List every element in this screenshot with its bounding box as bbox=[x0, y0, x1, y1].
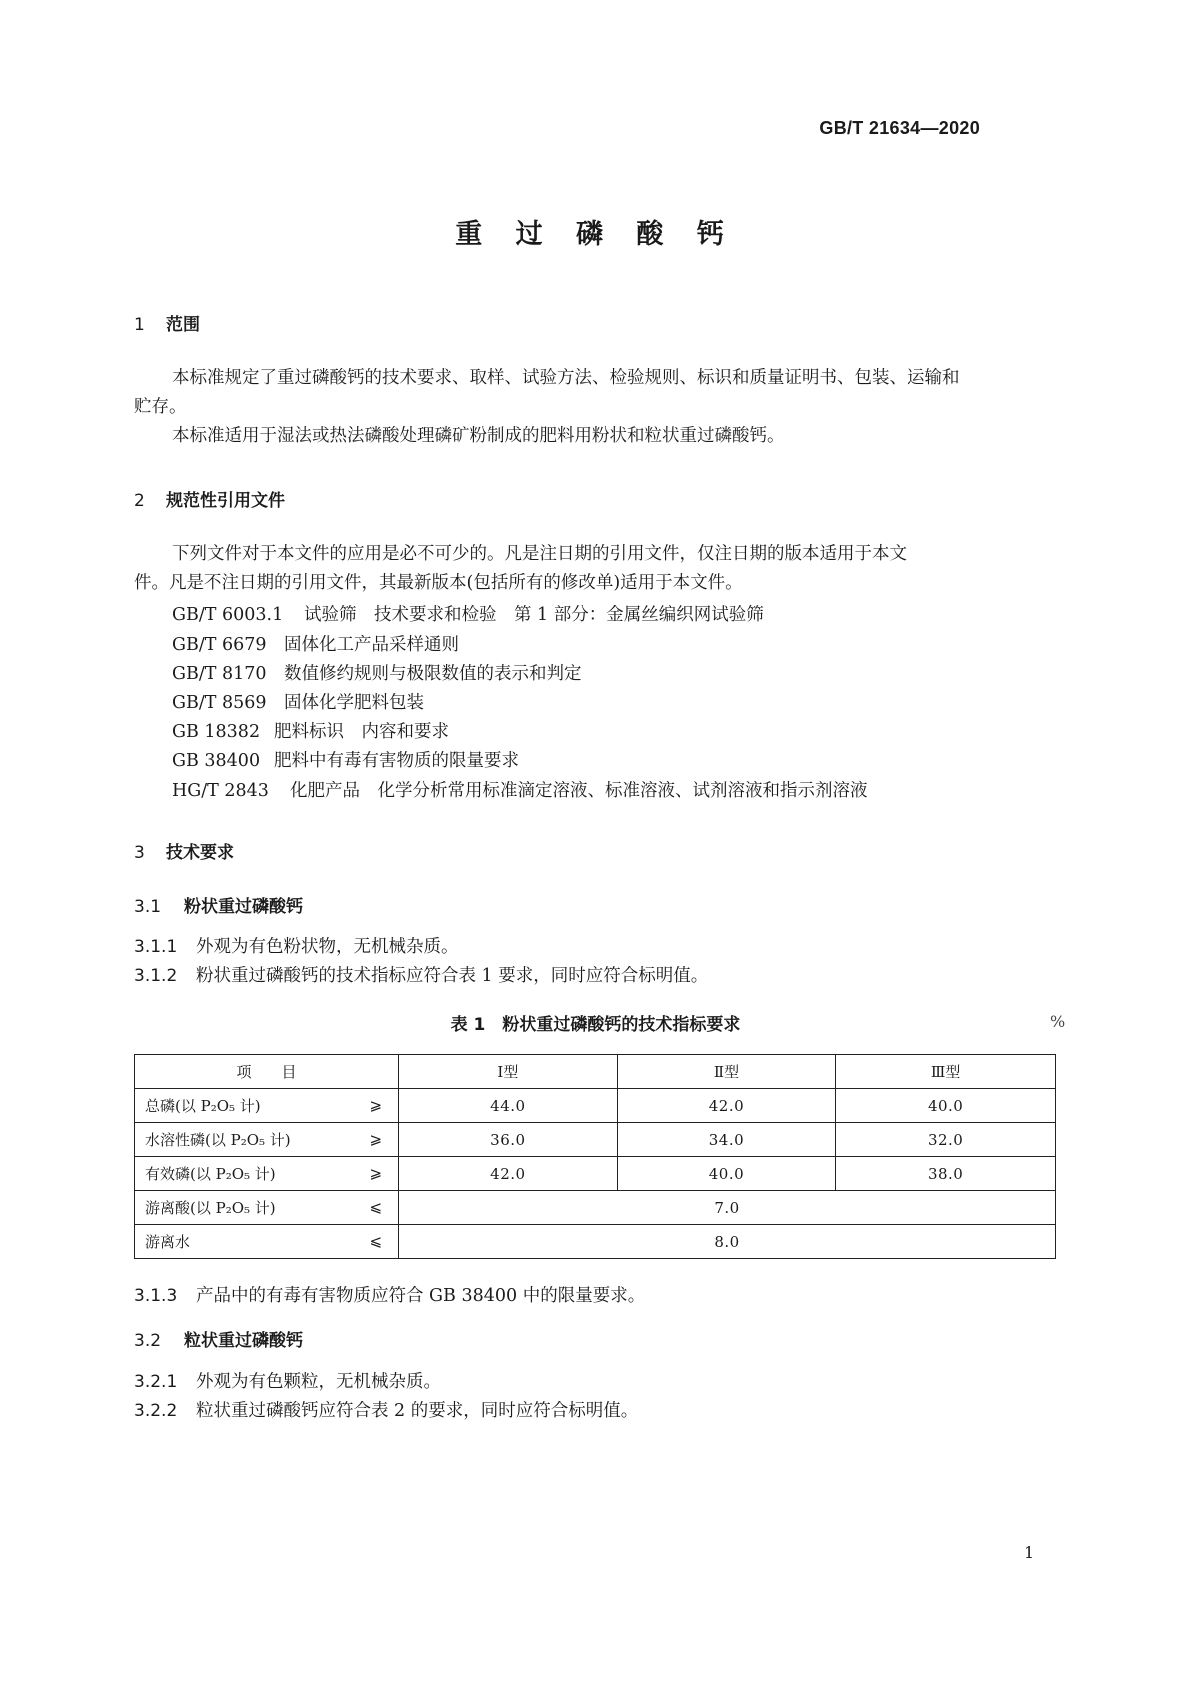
clause-text: 外观为有色颗粒，无机械杂质。 bbox=[196, 1372, 441, 1392]
table-unit: % bbox=[1050, 1012, 1066, 1031]
clause-3-1-1 bbox=[134, 933, 459, 958]
page-number: 1 bbox=[1024, 1543, 1035, 1562]
comparison-symbol: ⩽ bbox=[369, 1198, 383, 1216]
reference-item bbox=[172, 777, 868, 802]
item-label: 游离水 bbox=[145, 1233, 191, 1251]
clause-number: 3.2.1 bbox=[134, 1372, 178, 1392]
section-title: 规范性引用文件 bbox=[166, 491, 285, 511]
standard-number: GB/T 21634—2020 bbox=[819, 118, 980, 138]
table-row bbox=[135, 1089, 1056, 1123]
item-label: 游离酸(以 P₂O₅ 计) bbox=[145, 1199, 276, 1217]
paragraph: 件。凡是不注日期的引用文件，其最新版本(包括所有的修改单)适用于本文件。 bbox=[134, 573, 743, 593]
cell-value: 42.0 bbox=[399, 1157, 618, 1191]
table-header-row bbox=[135, 1055, 1056, 1089]
subsection-3-2-heading bbox=[134, 1326, 303, 1351]
clause-text: 粒状重过磷酸钙应符合表 2 的要求，同时应符合标明值。 bbox=[196, 1401, 639, 1421]
clause-3-1-2 bbox=[134, 962, 708, 987]
reference-item bbox=[172, 601, 764, 626]
table-row bbox=[135, 1191, 1056, 1225]
header-type-1: Ⅰ型 bbox=[399, 1055, 618, 1089]
header-type-2: Ⅱ型 bbox=[617, 1055, 836, 1089]
row-item bbox=[135, 1089, 399, 1123]
technical-spec-table bbox=[134, 1054, 1056, 1259]
row-item bbox=[135, 1157, 399, 1191]
row-item bbox=[135, 1225, 399, 1259]
clause-3-1-3 bbox=[134, 1282, 645, 1307]
comparison-symbol: ⩾ bbox=[369, 1164, 383, 1182]
reference-code: GB 18382 bbox=[172, 722, 261, 742]
cell-value: 42.0 bbox=[617, 1089, 836, 1123]
cell-value: 40.0 bbox=[617, 1157, 836, 1191]
clause-number: 3.1.1 bbox=[134, 937, 178, 957]
paragraph: 本标准规定了重过磷酸钙的技术要求、取样、试验方法、检验规则、标识和质量证明书、包装、运输和 bbox=[172, 368, 960, 388]
paragraph: 下列文件对于本文件的应用是必不可少的。凡是注日期的引用文件，仅注日期的版本适用于本文 bbox=[172, 544, 907, 564]
reference-title: 化肥产品 化学分析常用标准滴定溶液、标准溶液、试剂溶液和指示剂溶液 bbox=[290, 781, 868, 801]
reference-item bbox=[172, 660, 582, 685]
item-label: 总磷(以 P₂O₅ 计) bbox=[145, 1097, 261, 1115]
cell-value-merged: 7.0 bbox=[399, 1191, 1056, 1225]
reference-title: 固体化工产品采样通则 bbox=[284, 635, 459, 655]
paragraph: 贮存。 bbox=[134, 397, 187, 417]
clause-number: 3.1.2 bbox=[134, 966, 178, 986]
section-number: 3 bbox=[134, 843, 145, 863]
reference-code: GB/T 8569 bbox=[172, 693, 267, 713]
reference-item bbox=[172, 747, 519, 772]
item-label: 水溶性磷(以 P₂O₅ 计) bbox=[145, 1131, 291, 1149]
comparison-symbol: ⩾ bbox=[369, 1130, 383, 1148]
subsection-title: 粉状重过磷酸钙 bbox=[184, 897, 303, 917]
reference-code: GB/T 8170 bbox=[172, 664, 267, 684]
section-1-heading bbox=[134, 310, 200, 335]
clause-3-2-1 bbox=[134, 1368, 441, 1393]
reference-code: GB/T 6003.1 bbox=[172, 605, 284, 625]
reference-title: 固体化学肥料包装 bbox=[284, 693, 424, 713]
cell-value: 36.0 bbox=[399, 1123, 618, 1157]
reference-code: HG/T 2843 bbox=[172, 781, 269, 801]
clause-text: 产品中的有毒有害物质应符合 GB 38400 中的限量要求。 bbox=[196, 1286, 646, 1306]
reference-item bbox=[172, 631, 459, 656]
document-title: 重 过 磷 酸 钙 bbox=[455, 219, 736, 250]
table-row bbox=[135, 1225, 1056, 1259]
subsection-number: 3.1 bbox=[134, 897, 162, 917]
reference-item bbox=[172, 689, 424, 714]
table-row bbox=[135, 1123, 1056, 1157]
reference-code: GB/T 6679 bbox=[172, 635, 267, 655]
cell-value: 38.0 bbox=[836, 1157, 1056, 1191]
subsection-3-1-heading bbox=[134, 892, 303, 917]
table-caption: 表 1 粉状重过磷酸钙的技术指标要求 bbox=[450, 1015, 741, 1035]
subsection-title: 粒状重过磷酸钙 bbox=[184, 1331, 303, 1351]
reference-title: 数值修约规则与极限数值的表示和判定 bbox=[284, 664, 582, 684]
reference-code: GB 38400 bbox=[172, 751, 261, 771]
header-type-3: Ⅲ型 bbox=[836, 1055, 1056, 1089]
cell-value: 40.0 bbox=[836, 1089, 1056, 1123]
section-title: 技术要求 bbox=[166, 843, 234, 863]
cell-value: 44.0 bbox=[399, 1089, 618, 1123]
row-item bbox=[135, 1123, 399, 1157]
clause-number: 3.1.3 bbox=[134, 1286, 178, 1306]
comparison-symbol: ⩾ bbox=[369, 1096, 383, 1114]
clause-text: 外观为有色粉状物，无机械杂质。 bbox=[196, 937, 459, 957]
row-item bbox=[135, 1191, 399, 1225]
subsection-number: 3.2 bbox=[134, 1331, 162, 1351]
cell-value: 32.0 bbox=[836, 1123, 1056, 1157]
item-label: 有效磷(以 P₂O₅ 计) bbox=[145, 1165, 276, 1183]
comparison-symbol: ⩽ bbox=[369, 1232, 383, 1250]
clause-number: 3.2.2 bbox=[134, 1401, 178, 1421]
section-number: 1 bbox=[134, 315, 145, 335]
reference-item bbox=[172, 718, 449, 743]
cell-value-merged: 8.0 bbox=[399, 1225, 1056, 1259]
clause-text: 粉状重过磷酸钙的技术指标应符合表 1 要求，同时应符合标明值。 bbox=[196, 966, 709, 986]
paragraph: 本标准适用于湿法或热法磷酸处理磷矿粉制成的肥料用粉状和粒状重过磷酸钙。 bbox=[172, 426, 785, 446]
section-3-heading bbox=[134, 838, 234, 863]
header-item: 项 目 bbox=[135, 1055, 399, 1089]
clause-3-2-2 bbox=[134, 1397, 638, 1422]
reference-title: 肥料中有毒有害物质的限量要求 bbox=[274, 751, 519, 771]
table-row bbox=[135, 1157, 1056, 1191]
reference-title: 肥料标识 内容和要求 bbox=[274, 722, 449, 742]
section-number: 2 bbox=[134, 491, 145, 511]
reference-title: 试验筛 技术要求和检验 第 1 部分：金属丝编织网试验筛 bbox=[304, 605, 764, 625]
section-2-heading bbox=[134, 486, 285, 511]
cell-value: 34.0 bbox=[617, 1123, 836, 1157]
section-title: 范围 bbox=[166, 315, 200, 335]
